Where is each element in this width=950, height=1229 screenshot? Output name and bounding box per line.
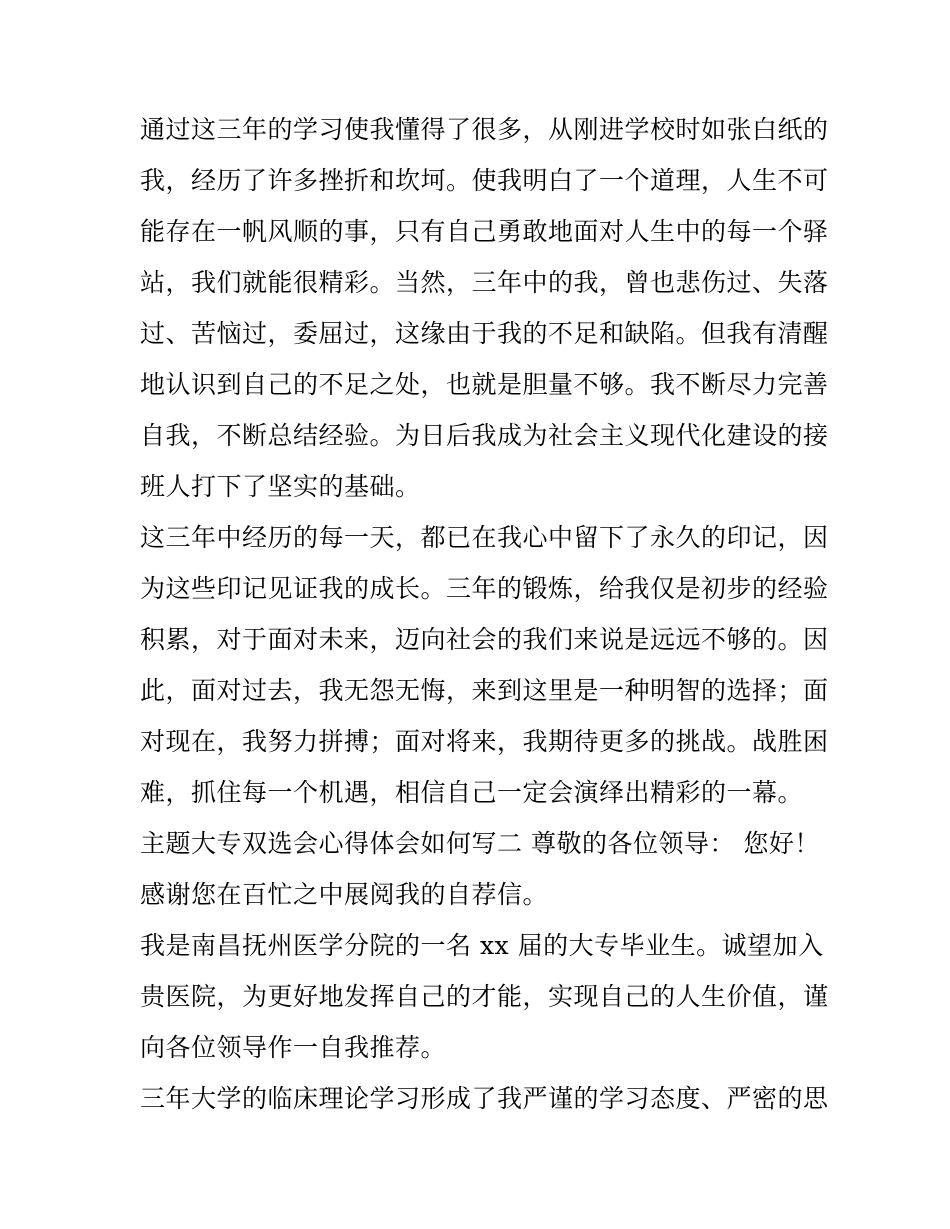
text-line-1: 通过这三年的学习使我懂得了很多，从刚进学校时如张白纸的	[140, 115, 829, 144]
text-line-20: 三年大学的临床理论学习形成了我严谨的学习态度、严密的思	[140, 1084, 829, 1113]
text-line-8: 班人打下了坚实的基础。	[140, 472, 421, 501]
text-line-4: 站，我们就能很精彩。当然，三年中的我，曾也悲伤过、失落	[140, 268, 829, 297]
text-line-17: 我是南昌抚州医学分院的一名 xx 届的大专毕业生。诚望加入	[140, 931, 824, 960]
text-line-6: 地认识到自己的不足之处，也就是胆量不够。我不断尽力完善	[140, 370, 829, 399]
document-body	[140, 104, 829, 1124]
text-line-3: 能存在一帆风顺的事，只有自己勇敢地面对人生中的每一个驿	[140, 217, 829, 246]
text-line-11: 积累，对于面对未来，迈向社会的我们来说是远远不够的。因	[140, 625, 829, 654]
text-line-9: 这三年中经历的每一天，都已在我心中留下了永久的印记，因	[140, 523, 829, 552]
text-line-10: 为这些印记见证我的成长。三年的锻炼，给我仅是初步的经验	[140, 574, 829, 603]
text-line-19: 向各位领导作一自我推荐。	[140, 1033, 447, 1062]
text-line-15: 主题大专双选会心得体会如何写二 尊敬的各位领导： 您好！	[140, 829, 820, 858]
text-line-2: 我，经历了许多挫折和坎坷。使我明白了一个道理，人生不可	[140, 166, 829, 195]
text-line-14: 难，抓住每一个机遇，相信自己一定会演绎出精彩的一幕。	[140, 778, 804, 807]
text-line-12: 此，面对过去，我无怨无悔，来到这里是一种明智的选择；面	[140, 676, 829, 705]
text-line-7: 自我，不断总结经验。为日后我成为社会主义现代化建设的接	[140, 421, 829, 450]
text-line-18: 贵医院，为更好地发挥自己的才能，实现自己的人生价值，谨	[140, 982, 829, 1011]
text-line-16: 感谢您在百忙之中展阅我的自荐信。	[140, 880, 549, 909]
text-line-13: 对现在，我努力拼搏；面对将来，我期待更多的挑战。战胜困	[140, 727, 829, 756]
text-line-5: 过、苦恼过，委屈过，这缘由于我的不足和缺陷。但我有清醒	[140, 319, 829, 348]
